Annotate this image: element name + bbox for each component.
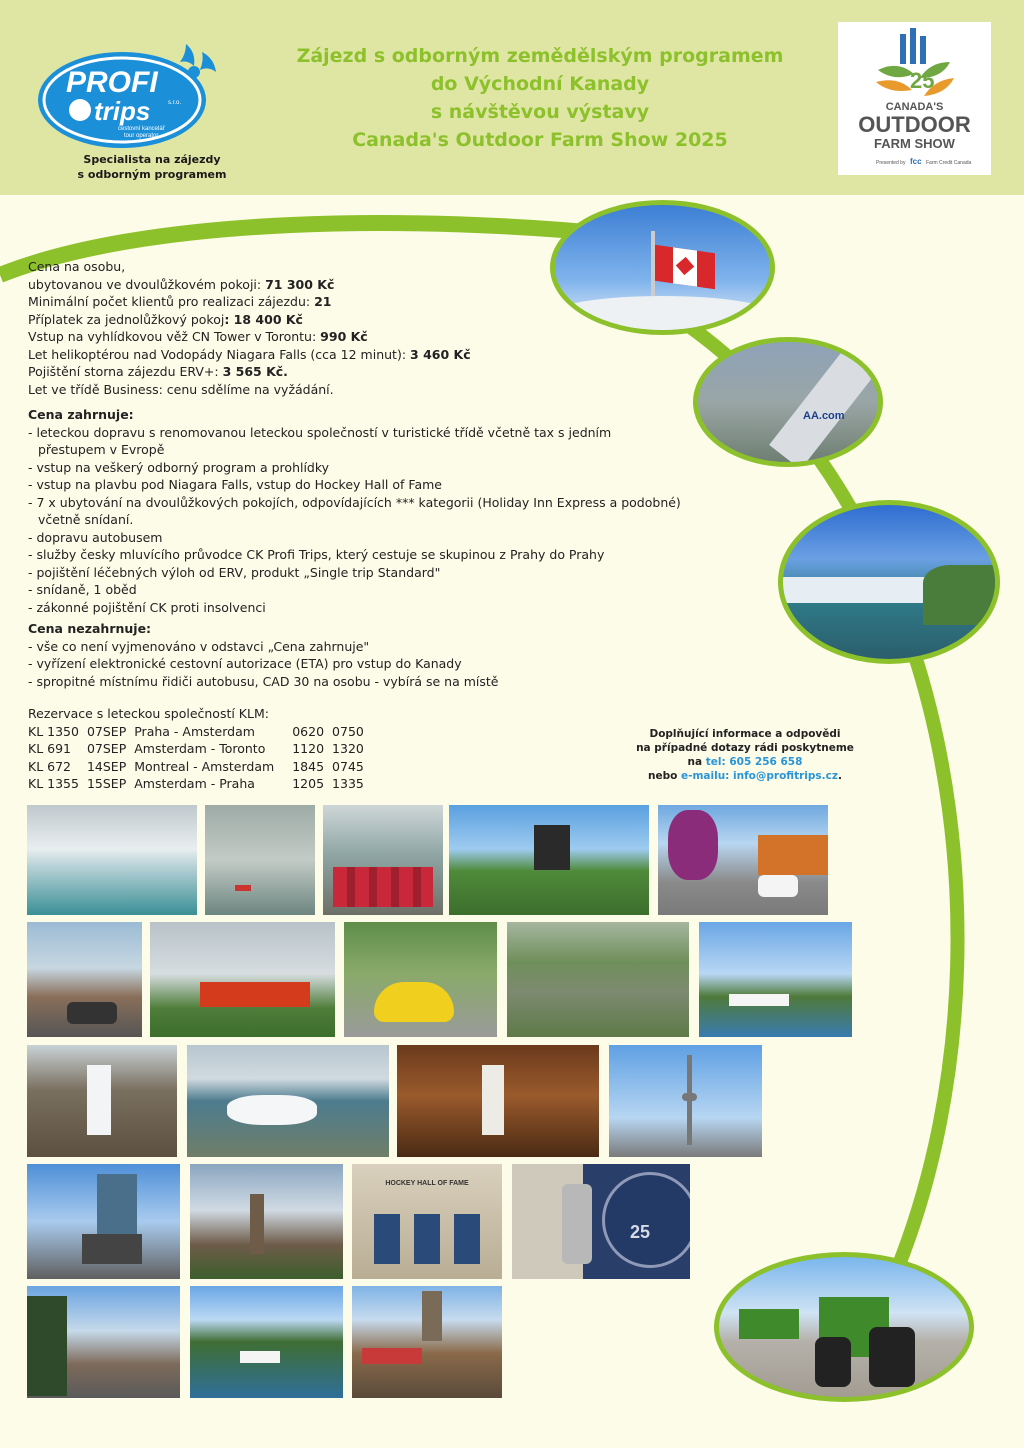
excludes-item: - spropitné místnímu řidiči autobusu, CAD 30 na osobu - vybírá se na místě [28, 673, 499, 689]
table-row: KL 691 07SEP Amsterdam - Toronto 1120 1320 [28, 741, 364, 756]
price-line: Vstup na vyhlídkovou věž CN Tower v Torontu: 990 Kč [28, 329, 368, 344]
photo-street-flowers [658, 805, 828, 915]
photo-library-parliament [397, 1045, 599, 1157]
excludes-item: - vše co není vyjmenováno v odstavci „Cena zahrnuje" [28, 638, 370, 654]
flights-table [28, 723, 372, 793]
agency-tagline: Specialista na zájezdy s odborným programem [77, 153, 227, 181]
price-line: Let helikoptérou nad Vodopády Niagara Falls (cca 12 minut): 3 460 Kč [28, 346, 471, 362]
svg-text:tour operator: tour operator [124, 133, 159, 139]
includes-item: - vstup na veškerý odborný program a prohlídky [28, 459, 330, 475]
photo-islands-cruise [190, 1286, 343, 1398]
table-row: KL 1355 15SEP Amsterdam - Praha 1205 1335 [28, 776, 364, 791]
logo-word-trips: trips [94, 96, 151, 126]
photo-airplane-wing: AA.com [693, 337, 883, 467]
price-line: Minimální počet klientů pro realizaci zájezdu: 21 [28, 294, 332, 309]
excludes-heading: Cena nezahrnuje: [28, 621, 152, 636]
outdoor-farm-show-logo [838, 22, 991, 175]
title-line: Zájezd s odborným zemědělským programem [296, 45, 784, 67]
svg-text:OUTDOOR: OUTDOOR [858, 112, 971, 137]
photo-thousand-islands-boat [699, 922, 852, 1037]
price-line: Pojištění storna zájezdu ERV+: 3 565 Kč. [28, 364, 288, 379]
includes-item: přestupem v Evropě [38, 442, 165, 457]
table-row: KL 672 14SEP Montreal - Amsterdam 1845 0745 [28, 758, 364, 774]
svg-text:CANADA'S: CANADA'S [885, 101, 944, 113]
includes-item: - snídaně, 1 oběd [28, 582, 137, 597]
photo-clifton-hill [27, 1286, 180, 1398]
table-row: KL 1350 07SEP Praha - Amsterdam 0620 0750 [28, 723, 364, 739]
title-line: s návštěvou výstavy [430, 101, 650, 123]
includes-item: - pojištění léčebných výloh od ERV, produkt „Single trip Standard" [28, 564, 441, 580]
photo-cn-tower [609, 1045, 762, 1157]
profi-trips-logo [36, 42, 220, 150]
title-line: Canada's Outdoor Farm Show 2025 [352, 129, 728, 151]
flights-heading: Rezervace s leteckou společností KLM: [28, 706, 269, 721]
svg-text:Farm Credit Canada: Farm Credit Canada [926, 160, 972, 166]
photo-montmorency-falls [27, 1045, 177, 1157]
includes-item: včetně snídaní. [38, 512, 134, 527]
svg-text:cestovní kancelář: cestovní kancelář [118, 126, 165, 132]
excludes-item: - vyřízení elektronické cestovní autorizace (ETA) pro vstup do Kanady [28, 656, 462, 671]
photo-tractors [714, 1252, 974, 1402]
photo-niagara-falls [778, 500, 1000, 664]
contact-info: Doplňující informace a odpovědi na případné dotazy rádi poskytneme na tel: 605 256 658 nebo e-mailu: info@profitrips.cz. [636, 728, 854, 782]
photo-niagara-aerial [187, 1045, 389, 1157]
includes-item: - vstup na plavbu pod Niagara Falls, vstup do Hockey Hall of Fame [28, 477, 442, 492]
photo-tourist-street [27, 922, 142, 1037]
includes-item: - leteckou dopravu s renomovanou leteckou společností v turistické třídě včetně tax s jedním [28, 424, 612, 440]
photo-niagara-horseshoe [27, 805, 197, 915]
logo-word-profi: PROFI [66, 66, 158, 99]
includes-item: - služby česky mluvícího průvodce CK Profi Trips, který cestuje se skupinou z Prahy do Prahy [28, 547, 605, 562]
price-line: ubytovanou ve dvoulůžkovém pokoji: 71 300 Kč [28, 276, 335, 292]
flight-reservations [28, 705, 372, 793]
photo-niagara-mist-boat [205, 805, 315, 915]
svg-text:FARM SHOW: FARM SHOW [874, 136, 955, 151]
page-title [220, 42, 860, 154]
photo-hockey-hall-of-fame: HOCKEY HALL OF FAME [352, 1164, 502, 1279]
photo-calgary-train [27, 1164, 180, 1279]
price-line: Cena na osobu, [28, 259, 126, 274]
email-link[interactable]: e-mailu: info@profitrips.cz [681, 770, 838, 782]
trip-details [28, 258, 748, 690]
svg-text:s.r.o.: s.r.o. [168, 100, 182, 106]
photo-tricycle [344, 922, 497, 1037]
svg-text:fcc: fcc [910, 157, 922, 166]
leaf-icon [876, 28, 954, 96]
price-line: Příplatek za jednolůžkový pokoj: 18 400 Kč [28, 311, 303, 327]
includes-item: - 7 x ubytování na dvoulůžkových pokojích, odpovídajících *** kategorii (Holiday Inn Express a podobné) [28, 494, 681, 510]
phone-link[interactable]: tel: 605 256 658 [705, 756, 803, 768]
includes-item: - dopravu autobusem [28, 529, 163, 545]
photo-farm-show-tractor [449, 805, 649, 915]
includes-item: - zákonné pojištění CK proti insolvenci [28, 599, 266, 615]
photo-stanley-cup: 25 [512, 1164, 690, 1279]
photo-aerial-show-grounds [507, 922, 689, 1037]
price-line: Let ve třídě Business: cenu sdělíme na vyžádání. [28, 381, 334, 397]
photo-niagara-ponchos [323, 805, 443, 915]
photo-old-quebec-street [352, 1286, 502, 1398]
photo-farm-machinery [150, 922, 335, 1037]
title-line: do Východní Kanady [430, 73, 650, 95]
photo-parliament-hill [190, 1164, 343, 1279]
svg-text:Presented by: Presented by [876, 160, 906, 166]
includes-heading: Cena zahrnuje: [28, 407, 134, 422]
svg-text:25: 25 [910, 68, 935, 93]
